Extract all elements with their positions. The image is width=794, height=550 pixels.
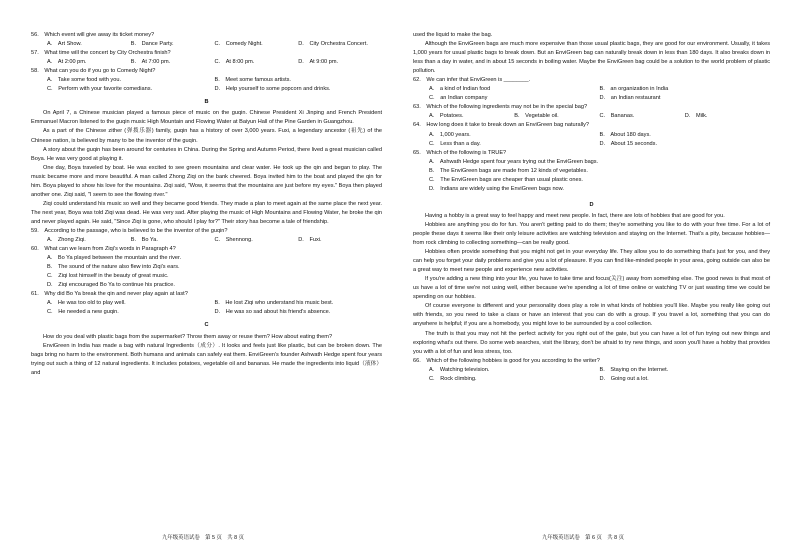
b-paragraph-5: Ziqi could understand his music so well and they became good friends. They made a plan to meet again at the same place the next year. The next year, Boya was told Ziqi was dead. He was very sad. After playing the music of High Mountains and Flowing Water, he broke the qin and never played again. He said, "Since Ziqi is gone, who should I play for?" Their story has become a tale of friendship. bbox=[31, 200, 382, 225]
question-58: 58. What can you do if you go to Comedy Night? bbox=[31, 68, 156, 75]
q60-option-d: D. Ziqi encouraged Bo Ya to continue his practice. bbox=[47, 282, 175, 289]
left-column bbox=[31, 31, 382, 378]
q61-options-cd bbox=[31, 308, 382, 317]
d-paragraph-6: The truth is that you may not hit the perfect activity for you right out of the gate, but you can have a lot of fun trying out new things and exploring what's out there. Do some web searches, visit the library, don't be afraid to try new things, and soon you'll have a hobby that provides you with a lot of fun and less stress, too. bbox=[413, 330, 770, 355]
q57-option-b: B. At 7:00 pm. bbox=[130, 59, 171, 66]
d-paragraph-4: If you're adding a new thing into your life, you have to take time and focus(关注) away from something else. The good news is that most of us have a lot of time we're not using well, either because we're spending a lot of time online or watching TV or just wasting time we could be spending on our hobbies. bbox=[413, 276, 770, 301]
q66-option-c: C. Rock climbing. bbox=[429, 375, 477, 382]
q66-option-d: D. Going out a lot. bbox=[599, 375, 649, 382]
question-61: 61. Why did Bo Ya break the qin and never play again at last? bbox=[31, 291, 188, 298]
q66-options-cd bbox=[413, 375, 770, 384]
q59-option-c: C. Shennong. bbox=[214, 237, 253, 244]
question-59: 59. According to the passage, who is believed to be the inventor of the guqin? bbox=[31, 227, 228, 234]
c-paragraph-1: How do you deal with plastic bags from the supermarket? Throw them away or reuse them? How about eating them? bbox=[43, 333, 333, 340]
question-64: 64. How long does it take to break down an EnviGreen bag naturally? bbox=[413, 122, 589, 129]
q61-option-a: A. He was too old to play well. bbox=[47, 300, 126, 307]
q64-option-b: B. About 180 days. bbox=[599, 131, 651, 138]
q66-option-b: B. Staying on the Internet. bbox=[599, 366, 669, 373]
q65-option-c: C. The EnviGreen bags are cheaper than usual plastic ones. bbox=[429, 176, 583, 183]
q65-option-b: B. The EnviGreen bags are made from 12 kinds of vegetables. bbox=[429, 167, 588, 174]
question-65: 65. Which of the following is TRUE? bbox=[413, 149, 507, 156]
q63-option-a: A. Potatoes. bbox=[429, 113, 464, 120]
question-57: 57. What time will the concert by City Orchestra finish? bbox=[31, 50, 171, 57]
q60-option-b: B. The sound of the nature also flew into Ziqi's ears. bbox=[47, 264, 180, 271]
q59-options bbox=[31, 236, 382, 245]
q64-options-cd bbox=[413, 140, 770, 149]
c-paragraph-2: EnviGreen in India has made a bag with natural Ingredients（成分）. It looks and feels just like plastic, but can be broken down. The bags bring no harm to the environment. Both humans and animals can safely eat them. EnviGreen's founder Ashwath Hedge spent four years trying out such a thing of 12 natural ingredients. It includes potatoes, vegetable oil and bananas. He made the ingredients into liquid（液体）and bbox=[31, 342, 382, 376]
q58-option-d: D. Help yourself to some popcorn and drinks. bbox=[214, 86, 331, 93]
q61-option-c: C. He needed a new guqin. bbox=[47, 309, 119, 316]
d-paragraph-1: Having a hobby is a great way to feel happy and meet new people. In fact, there are lots of hobbies that are good for you. bbox=[425, 212, 725, 219]
q58-options-cd bbox=[31, 85, 382, 94]
q62-options-cd bbox=[413, 94, 770, 103]
b-paragraph-3: A story about the guqin has been around for centuries in China. During the Spring and Autumn Period, there lived a great musician called Boya. He was very good at playing it. bbox=[31, 146, 382, 162]
d-paragraph-5: Of course everyone is different and your personality does play a role in what kinds of hobbies you'll like. Maybe you really like going out with friends, so you need to take a class or have an interest that you can do with a group. If you travel a lot, something that you can do anywhere is helpful; if you are a homebody, you might love to be surrounded by a cool collection. bbox=[413, 303, 770, 328]
q56-option-b: B. Dance Party. bbox=[130, 41, 174, 48]
q64-option-c: C. Less than a day. bbox=[429, 140, 481, 147]
q57-option-c: C. At 8:00 pm. bbox=[214, 59, 255, 66]
q66-options-ab bbox=[413, 366, 770, 375]
q62-options-ab bbox=[413, 85, 770, 94]
q59-option-b: B. Bo Ya. bbox=[130, 237, 158, 244]
q59-option-a: A. Zhong Ziqi. bbox=[47, 237, 86, 244]
q57-options bbox=[31, 58, 382, 67]
section-c-heading: C bbox=[204, 322, 209, 329]
q63-option-d: D. Milk. bbox=[684, 113, 708, 120]
q63-option-b: B. Vegetable oil. bbox=[514, 113, 559, 120]
question-60: 60. What can we learn from Ziqi's words in Paragraph 4? bbox=[31, 246, 176, 253]
question-56: 56. Which event will give away its ticket money? bbox=[31, 32, 155, 38]
q65-option-d: D. Indians are widely using the EnviGreen bags now. bbox=[429, 185, 564, 192]
q57-option-a: A. At 2:00 pm. bbox=[47, 59, 87, 66]
page-footer-right: 九年级英语试卷 第 6 页 共 8 页 bbox=[542, 535, 625, 541]
q56-option-c: C. Comedy Night. bbox=[214, 41, 263, 48]
q60-option-c: C. Ziqi lost himself in the beauty of great music. bbox=[47, 273, 169, 280]
q60-option-a: A. Bo Ya played between the mountain and the river. bbox=[47, 255, 182, 262]
q65-option-a: A. Ashwath Hedge spent four years trying out the EnviGreen bags. bbox=[429, 158, 599, 165]
q57-option-d: D. At 9:00 pm. bbox=[298, 59, 339, 66]
c-paragraph-3: Although the EnviGreen bags are much more expensive than those usual plastic bags, they are good for our environment. Usually, it takes 1,000 years for usual plastic bags to break down. But an EnviGreen bag can naturally break down in less than 180 days. It also breaks down in less than a day in water, and in about 15 seconds in boiling water. Maybe the EnviGreen bag could be a solution to the world problem of plastic pollution. bbox=[413, 41, 770, 75]
section-b-heading: B bbox=[204, 99, 209, 106]
question-63: 63. Which of the following ingredients may not be in the special bag? bbox=[413, 104, 588, 111]
q64-options-ab bbox=[413, 131, 770, 140]
question-62: 62. We can infer that EnviGreen is ________. bbox=[413, 77, 531, 84]
b-paragraph-4: One day, Boya traveled by boat. He was excited to see green mountains and clear water. He took up the qin and began to play. The music became more and more beautiful. A man called Zhong Ziqi on the bank cheered. Boya invited him to the boat and played the qin for him. Boya played to show his love for the mountains. Ziqi said, "Wow, it seems that the mountains are just before my eyes." Boya then played another one. Ziqi said, "I seem to see the flowing river." bbox=[31, 164, 382, 198]
q62-option-b: B. an organization in India bbox=[599, 86, 669, 93]
q62-option-a: A. a kind of Indian food bbox=[429, 86, 491, 93]
section-d-heading: D bbox=[589, 201, 594, 208]
b-paragraph-2: As a part of the Chinese zither (弹拨乐器) family, guqin has a history of over 3,000 years. Fuxi, a legendary ancestor (祖先) of the Chinese nation, is believed by many to be the inventor of the guqin. bbox=[31, 128, 382, 144]
q58-option-c: C. Perform with your favorite comedians. bbox=[47, 86, 153, 93]
q64-option-d: D. About 15 seconds. bbox=[599, 140, 658, 147]
q64-option-a: A. 1,000 years. bbox=[429, 131, 471, 138]
b-paragraph-1: On April 7, a Chinese musician played a famous piece of music on the guqin. Chinese President Xi Jinping and French President Emmanuel Macron listened to the guqin music High Mountain and Flowing Water at Baiyun Hall of the Pine Garden in Guangzhou. bbox=[31, 110, 382, 126]
right-column bbox=[413, 31, 770, 384]
q58-option-b: B. Meet some famous artists. bbox=[214, 77, 291, 84]
q56-options bbox=[31, 40, 382, 49]
question-66: 66. Which of the following hobbies is good for you according to the writer? bbox=[413, 357, 600, 364]
q61-options-ab bbox=[31, 299, 382, 308]
c-paragraph-2-continued: used the liquid to make the bag. bbox=[413, 32, 493, 38]
d-paragraph-2: Hobbies are anything you do for fun. You aren't getting paid to do them; they're something you like to do with your free time. For a lot of people these days it seems like their only leisure activities are watching television and staying on the Internet. That's a pity, because hobbies—from rock climbing to collecting something—can be really good. bbox=[413, 221, 770, 247]
q58-option-a: A. Take some food with you. bbox=[47, 77, 121, 84]
page-footer-left: 九年级英语试卷 第 5 页 共 8 页 bbox=[162, 535, 245, 541]
q59-option-d: D. Fuxi. bbox=[298, 237, 322, 244]
q58-options-ab bbox=[31, 76, 382, 85]
q61-option-d: D. He was so sad about his friend's absence. bbox=[214, 309, 331, 316]
q56-option-d: D. City Orchestra Concert. bbox=[298, 41, 368, 48]
q56-option-a: A. Art Show. bbox=[47, 41, 82, 48]
q62-option-c: C. an Indian company bbox=[429, 95, 488, 102]
q61-option-b: B. He lost Ziqi who understand his music best. bbox=[214, 300, 334, 307]
q63-option-c: C. Bananas. bbox=[599, 113, 635, 120]
q66-option-a: A. Watching television. bbox=[429, 366, 490, 373]
q62-option-d: D. an Indian restaurant bbox=[599, 95, 661, 102]
q63-options bbox=[413, 112, 770, 121]
d-paragraph-3: Hobbies often provide something that you might not get in your everyday life. They allow you to do something that's just for you, and they can help you forget your daily problems and give you a lot of pleasure. If you can find like-minded people in your area, going outside can also be a great way to meet new people and experience new activities. bbox=[413, 249, 770, 274]
